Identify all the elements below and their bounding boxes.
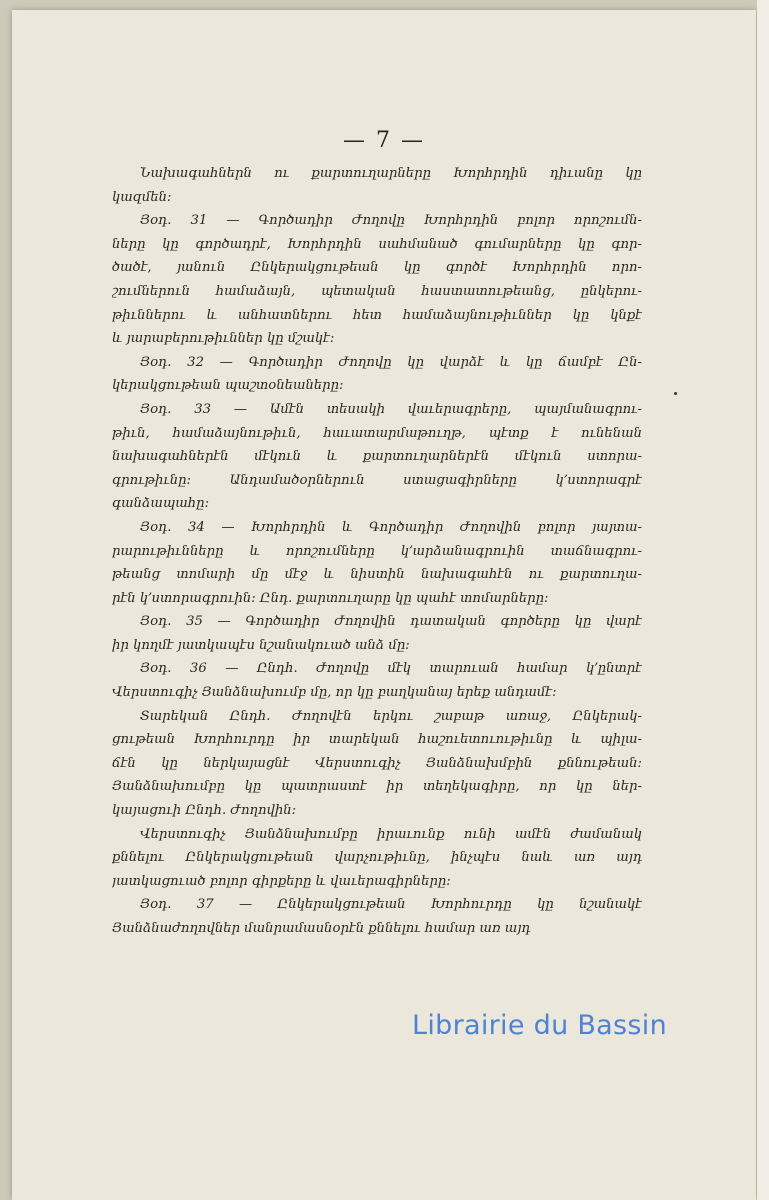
- paragraph: [112, 162, 642, 209]
- paper-speck: [674, 392, 677, 395]
- text-line: Յօդ. 36 — Ընդհ. Ժողովը մէկ տարուան համար կ՚ընտրէ: [140, 661, 642, 677]
- text-line: յատկացուած բոլոր գիրքերը և վաւերագիրները։: [112, 873, 451, 889]
- text-line: Նախագահներն ու քարտուղարները Խորհրդին դիւանը կը: [140, 166, 642, 181]
- text-line: Յօդ. 35 — Գործադիր Ժողովին դատական գործերը կը վարէ: [140, 614, 642, 630]
- page-number: — 7 —: [343, 128, 425, 153]
- text-line: ճէն կը ներկայացնէ Վերստուգիչ Յանձնախմբին քննութեան։: [112, 755, 642, 771]
- paragraph: [112, 823, 642, 894]
- text-line: րարութիւնները և որոշումները կ՚արձանագրուին տաճնագրու-: [112, 543, 642, 559]
- paragraph: [112, 351, 642, 398]
- text-line: ները կը գործադրէ, Խորհրդին սահմանած գումարները կը գոր-: [112, 236, 642, 252]
- paragraph: [112, 705, 642, 823]
- text-line: Վերստուգիչ Յանձնախումբ մը, որ կը բաղկանայ երեք անդամէ։: [112, 685, 557, 701]
- text-line: րէն կ՚ստորագրուին։ Ընդ. քարտուղարը կը պահէ տոմարները։: [112, 590, 549, 606]
- text-line: Յօդ. 31 — Գործադիր Ժողովը Խորհրդին բոլոր որոշումն-: [140, 213, 642, 229]
- text-line: շումներուն համաձայն, պետական հաստատութեանց, ընկերու-: [112, 283, 642, 299]
- paragraph: [112, 610, 642, 657]
- text-line: նախագահներէն մէկուն և քարտուղարներէն մէկուն ստորա-: [112, 449, 642, 465]
- text-line: իր կողմէ յատկապէս նշանակուած անձ մը։: [112, 637, 410, 653]
- text-line: կայացուի Ընդհ. Ժողովին։: [112, 803, 297, 819]
- paragraph: [112, 209, 642, 351]
- text-line: ցութեան Խորհուրդը իր տարեկան հաշուետուութիւնը և պիլա-: [112, 732, 642, 748]
- text-line: գանձապահը։: [112, 496, 210, 512]
- paragraph: [112, 657, 642, 704]
- text-line: կազմեն։: [112, 189, 172, 205]
- text-line: Յօդ. 34 — Խորհրդին և Գործադիր Ժողովին բոլոր յայտա-: [140, 519, 642, 535]
- text-line: Յօդ. 37 — Ընկերակցութեան Խորհուրդը կը նշանակէ: [140, 897, 642, 913]
- text-line: կերակցութեան պաշտօնեաները։: [112, 378, 344, 394]
- paragraph: [112, 516, 642, 610]
- text-line: Տարեկան Ընդհ. Ժողովէն երկու շաբաթ առաջ, Ընկերակ-: [140, 708, 642, 724]
- text-line: թիւններու և անհատներու հետ համաձայնութիւններ կը կնքէ: [112, 307, 642, 323]
- text-line: թիւն, համաձայնութիւն, հաւատարմաթուղթ, պէտք է ունենան: [112, 425, 642, 441]
- text-line: ծածէ, յանուն Ընկերակցութեան կը գործէ Խորհրդին որո-: [112, 260, 642, 276]
- text-line: և յարաբերութիւններ կը մշակէ։: [112, 331, 335, 347]
- text-line: Յանձնաժողովներ մանրամասնօրէն քննելու համար առ այդ: [112, 921, 531, 936]
- text-line: Յօդ. 32 — Գործադիր Ժողովը կը վարձէ և կը ճամբէ Ըն-: [140, 354, 642, 370]
- text-line: Վերստուգիչ Յանձնախումբը իրաւունք ունի ամէն ժամանակ: [140, 826, 642, 842]
- text-line: թեանց տոմարի մը մէջ և նիստին նախագահէն ու քարտուղա-: [112, 567, 642, 583]
- next-page-edge: [757, 0, 769, 1200]
- text-line: Յանձնախումբը կը պատրաստէ իր տեղեկագիրը, որ կը ներ-: [112, 779, 642, 795]
- watermark-text: Librairie du Bassin: [412, 1010, 667, 1041]
- page-body-text: [112, 162, 642, 941]
- text-line: Յօդ. 33 — Ամէն տեսակի վաւերագրերը, պայմանագրու-: [140, 401, 642, 417]
- paragraph: [112, 893, 642, 940]
- paragraph: [112, 398, 642, 516]
- text-line: գրութիւնը։ Անդամածօրներուն ստացագիրները կ՚ստորագրէ: [112, 472, 642, 488]
- text-line: քննելու Ընկերակցութեան վարչութիւնը, ինչպէս նաև առ այդ: [112, 850, 642, 866]
